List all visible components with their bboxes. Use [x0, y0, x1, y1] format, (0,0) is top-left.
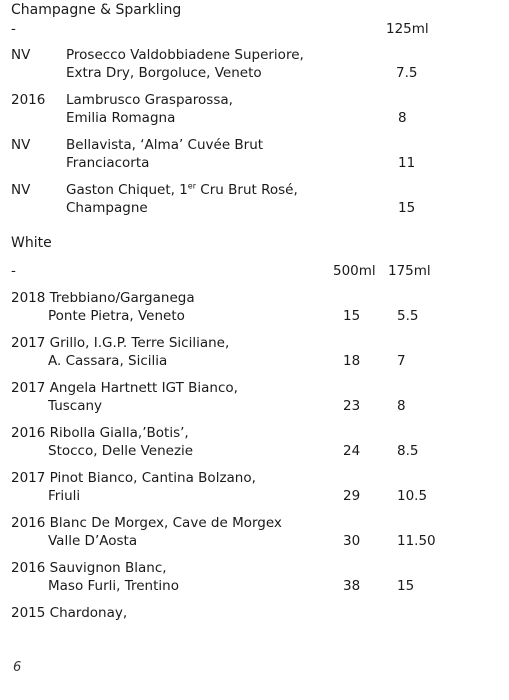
wine-name: 2016 Ribolla Gialla,’Botis’,: [11, 425, 189, 441]
column-header-500ml: 500ml: [333, 263, 376, 279]
wine-name: 2016 Sauvignon Blanc,: [11, 560, 167, 576]
wine-region: Champagne: [66, 200, 148, 216]
wine-name: Lambrusco Grasparossa,: [66, 92, 233, 108]
wine-region: Franciacorta: [66, 155, 150, 171]
wine-year: NV: [11, 137, 31, 153]
wine-price-175ml: 10.5: [397, 488, 428, 504]
wine-price-500ml: 29: [343, 488, 361, 504]
wine-price-125ml: 7.5: [396, 65, 418, 81]
wine-price-175ml: 8: [397, 398, 406, 414]
column-header-175ml: 175ml: [388, 263, 431, 279]
wine-price-125ml: 15: [398, 200, 416, 216]
ordinal-superscript: er: [187, 181, 197, 191]
wine-name: Prosecco Valdobbiadene Superiore,: [66, 47, 304, 63]
section-heading-sparkling: Champagne & Sparkling: [11, 2, 182, 18]
wine-year: NV: [11, 47, 31, 63]
wine-region: Extra Dry, Borgoluce, Veneto: [66, 65, 262, 81]
wine-price-125ml: 11: [398, 155, 416, 171]
wine-name: Gaston Chiquet, 1er Cru Brut Rosé,: [66, 181, 298, 198]
wine-price-175ml: 7: [397, 353, 406, 369]
wine-name: Bellavista, ‘Alma’ Cuvée Brut: [66, 137, 264, 153]
wine-price-175ml: 5.5: [397, 308, 419, 324]
wine-name: 2017 Pinot Bianco, Cantina Bolzano,: [11, 470, 256, 486]
wine-year: 2016: [11, 92, 46, 108]
wine-price-500ml: 38: [343, 578, 361, 594]
wine-name: 2017 Angela Hartnett IGT Bianco,: [11, 380, 238, 396]
column-header-125ml: 125ml: [386, 21, 429, 37]
wine-region: Stocco, Delle Venezie: [48, 443, 194, 459]
wine-price-500ml: 15: [343, 308, 361, 324]
section-heading-white: White: [11, 235, 52, 251]
sparkling-dash: -: [11, 21, 16, 37]
wine-price-500ml: 18: [343, 353, 361, 369]
wine-region: Tuscany: [48, 398, 103, 414]
wine-region: Valle D’Aosta: [48, 533, 138, 549]
wine-price-500ml: 23: [343, 398, 361, 414]
page-number: 6: [13, 660, 22, 675]
wine-price-500ml: 24: [343, 443, 361, 459]
wine-name: 2015 Chardonay,: [11, 605, 128, 621]
wine-price-175ml: 11.50: [397, 533, 436, 549]
wine-region: Emilia Romagna: [66, 110, 176, 126]
wine-price-125ml: 8: [398, 110, 407, 126]
wine-region: Friuli: [48, 488, 81, 504]
wine-price-175ml: 15: [397, 578, 415, 594]
wine-region: Ponte Pietra, Veneto: [48, 308, 185, 324]
wine-price-500ml: 30: [343, 533, 361, 549]
wine-year: NV: [11, 182, 31, 198]
white-dash: -: [11, 263, 16, 279]
wine-name: 2017 Grillo, I.G.P. Terre Siciliane,: [11, 335, 230, 351]
wine-name: 2016 Blanc De Morgex, Cave de Morgex: [11, 515, 282, 531]
wine-price-175ml: 8.5: [397, 443, 419, 459]
wine-region: A. Cassara, Sicilia: [48, 353, 168, 369]
wine-name: 2018 Trebbiano/Garganega: [11, 290, 195, 306]
wine-region: Maso Furli, Trentino: [48, 578, 179, 594]
